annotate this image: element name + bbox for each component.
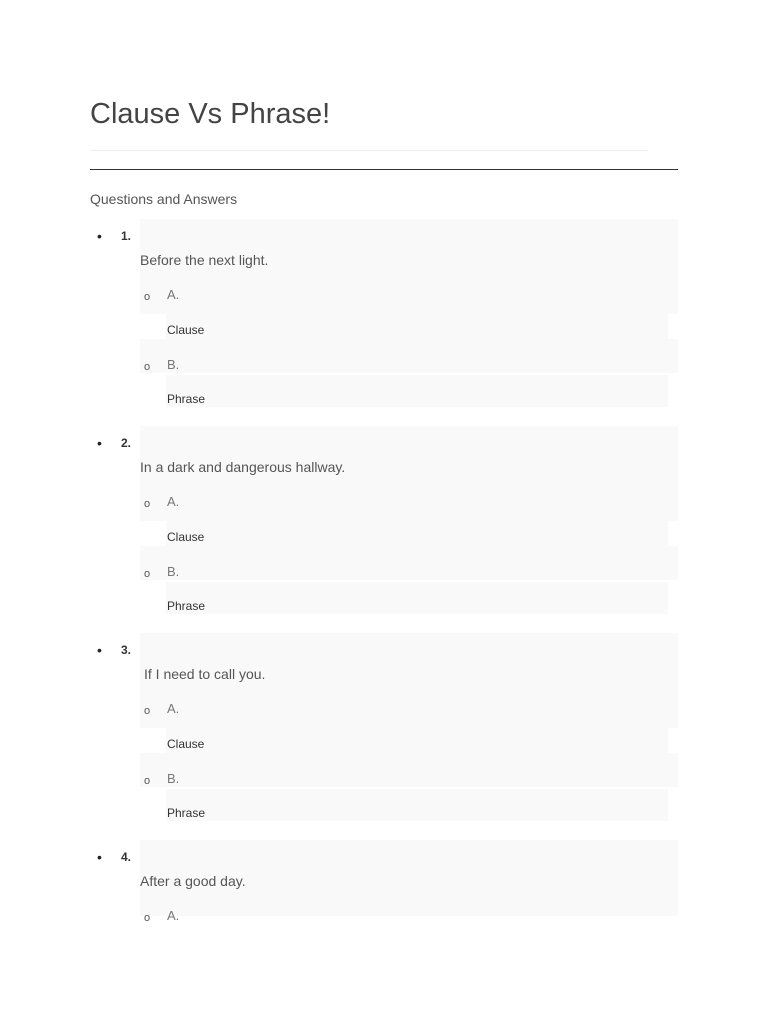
sub-bullet-icon: o bbox=[144, 775, 151, 787]
option-letter: A. bbox=[167, 701, 180, 716]
option-row bbox=[140, 339, 678, 373]
title-divider bbox=[90, 169, 678, 170]
answer-row[interactable] bbox=[166, 721, 668, 753]
question-text: In a dark and dangerous hallway. bbox=[140, 459, 346, 475]
question-number: 1. bbox=[121, 229, 132, 243]
question-number: 3. bbox=[121, 643, 132, 657]
answer-text[interactable]: Phrase bbox=[167, 806, 206, 820]
sub-bullet-icon: o bbox=[144, 705, 151, 717]
bullet-icon: • bbox=[97, 849, 102, 865]
sub-bullet-icon: o bbox=[144, 498, 151, 510]
answer-row[interactable] bbox=[166, 514, 668, 546]
section-subtitle: Questions and Answers bbox=[90, 191, 238, 207]
option-row bbox=[140, 546, 678, 580]
option-letter: A. bbox=[167, 494, 180, 509]
answer-text[interactable]: Clause bbox=[167, 530, 205, 544]
answer-text[interactable]: Phrase bbox=[167, 392, 206, 406]
answer-row[interactable] bbox=[166, 375, 668, 407]
option-letter: B. bbox=[167, 357, 180, 372]
question-text: Before the next light. bbox=[140, 252, 269, 268]
sub-bullet-icon: o bbox=[144, 912, 151, 924]
answer-row[interactable] bbox=[166, 582, 668, 614]
bullet-icon: • bbox=[97, 642, 102, 658]
option-letter: B. bbox=[167, 564, 180, 579]
option-letter: B. bbox=[167, 771, 180, 786]
bullet-icon: • bbox=[97, 228, 102, 244]
question-number: 4. bbox=[121, 850, 132, 864]
answer-text[interactable]: Phrase bbox=[167, 599, 206, 613]
answer-text[interactable]: Clause bbox=[167, 737, 205, 751]
sub-bullet-icon: o bbox=[144, 568, 151, 580]
question-text: If I need to call you. bbox=[144, 666, 266, 682]
title-divider-light bbox=[90, 150, 648, 151]
sub-bullet-icon: o bbox=[144, 291, 151, 303]
option-row bbox=[140, 753, 678, 787]
question-text: After a good day. bbox=[140, 873, 246, 889]
page-title: Clause Vs Phrase! bbox=[90, 98, 331, 130]
sub-bullet-icon: o bbox=[144, 361, 151, 373]
option-letter: A. bbox=[167, 908, 180, 923]
question-number: 2. bbox=[121, 436, 132, 450]
option-letter: A. bbox=[167, 287, 180, 302]
answer-row[interactable] bbox=[166, 307, 668, 339]
answer-row[interactable] bbox=[166, 789, 668, 821]
answer-text[interactable]: Clause bbox=[167, 323, 205, 337]
bullet-icon: • bbox=[97, 435, 102, 451]
